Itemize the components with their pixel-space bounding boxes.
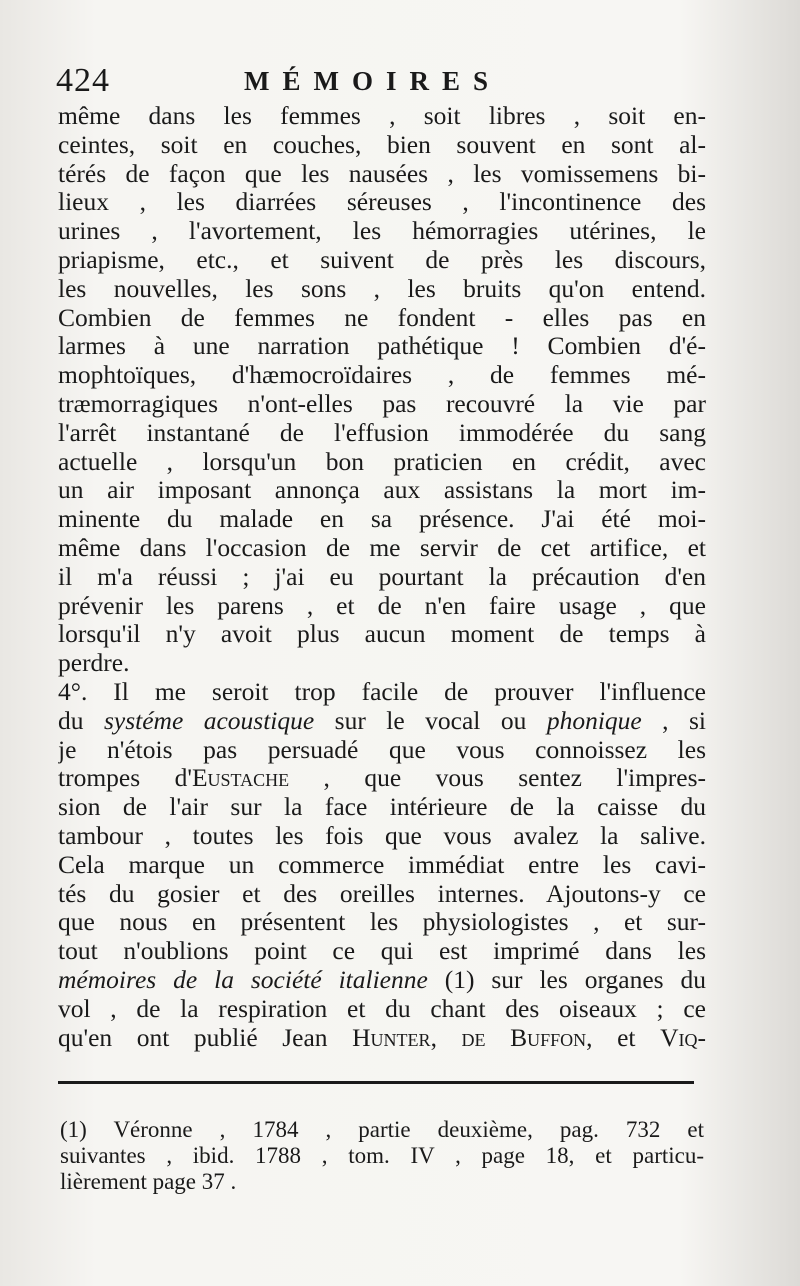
paragraph-4-line: tés du gosier et des oreilles internes. Ajoutons-y ce <box>58 879 706 908</box>
text-line: priapisme, etc., et suivent de près les discours, <box>58 245 706 274</box>
paragraph-4-line: du systéme acoustique sur le vocal ou phonique , si <box>58 706 706 735</box>
text-line: térés de façon que les nausées , les vomissemens bi- <box>58 159 706 188</box>
paragraph-4-line: que nous en présentent les physiologistes , et sur- <box>58 908 706 937</box>
page-header <box>56 62 706 104</box>
paragraph-4-line: 4°. Il me seroit trop facile de prouver l'influence <box>58 677 706 706</box>
paragraph-4-line: tout n'oublions point ce qui est imprimé dans les <box>58 937 706 966</box>
text-line: træmorragiques n'ont-elles pas recouvré la vie par <box>58 389 706 418</box>
text-line: lorsqu'il n'y avoit plus aucun moment de temps à <box>58 620 706 649</box>
text-line: lieux , les diarrées séreuses , l'incontinence des <box>58 188 706 217</box>
text-line: l'arrêt instantané de l'effusion immodérée du sang <box>58 418 706 447</box>
paragraph-4-line: mémoires de la société italienne (1) sur les organes du <box>58 965 706 994</box>
paragraph-4-line: je n'étois pas persuadé que vous connoissez les <box>58 735 706 764</box>
text-line: minente du malade en sa présence. J'ai été moi- <box>58 505 706 534</box>
text-line: Combien de femmes ne fondent - elles pas en <box>58 303 706 332</box>
text-line: un air imposant annonça aux assistans la mort im- <box>58 476 706 505</box>
footnote-rule <box>58 1081 694 1084</box>
text-line: mophtoïques, d'hæmocroïdaires , de femmes mé- <box>58 361 706 390</box>
italic-title: mémoires de la société italienne <box>58 965 428 994</box>
text-line: urines , l'avortement, les hémorragies utérines, le <box>58 217 706 246</box>
author-name: de Buffon <box>461 1023 587 1052</box>
text-line: même dans l'occasion de me servir de cet artifice, et <box>58 533 706 562</box>
footnote-line: lièrement page 37 . <box>60 1169 237 1194</box>
text-line: actuelle , lorsqu'un bon praticien en crédit, avec <box>58 447 706 476</box>
paragraph-4-line: vol , de la respiration et du chant des oiseaux ; ce <box>58 994 706 1023</box>
italic-term: systéme acoustique <box>103 706 315 735</box>
paragraph-4-line: Cela marque un commerce immédiat entre les cavi- <box>58 850 706 879</box>
paragraph-4-line: tambour , toutes les fois que vous avalez la salive. <box>58 821 706 850</box>
italic-term: phonique <box>546 706 642 735</box>
paragraph-4-line: qu'en ont publié Jean Hunter, de Buffon, et Viq- <box>58 1023 706 1052</box>
main-text <box>58 102 706 1052</box>
text-line: ceintes, soit en couches, bien souvent en sont al- <box>58 130 706 159</box>
footnote-line: (1) Véronne , 1784 , partie deuxième, pag. 732 et <box>60 1117 704 1142</box>
paragraph-4-line: sion de l'air sur la face intérieure de la caisse du <box>58 793 706 822</box>
footnote-line: suivantes , ibid. 1788 , tom. IV , page 18, et particu- <box>60 1143 704 1168</box>
text-line: perdre. <box>58 649 130 678</box>
author-name: Hunter <box>352 1023 431 1052</box>
paragraph-4-line: trompes d'Eustache , que vous sentez l'impres- <box>58 764 706 793</box>
text-line: larmes à une narration pathétique ! Combien d'é- <box>58 332 706 361</box>
text-line: il m'a réussi ; j'ai eu pourtant la précaution d'en <box>58 562 706 591</box>
footnote <box>60 1117 704 1195</box>
text-line: même dans les femmes , soit libres , soit en- <box>58 102 706 130</box>
author-name: Eustache <box>191 764 290 793</box>
text-line: prévenir les parens , et de n'en faire usage , que <box>58 591 706 620</box>
text-line: les nouvelles, les sons , les bruits qu'on entend. <box>58 274 706 303</box>
author-name: Viq- <box>660 1023 706 1052</box>
running-title: MÉMOIRES <box>244 66 502 96</box>
page-number: 424 <box>56 62 110 99</box>
